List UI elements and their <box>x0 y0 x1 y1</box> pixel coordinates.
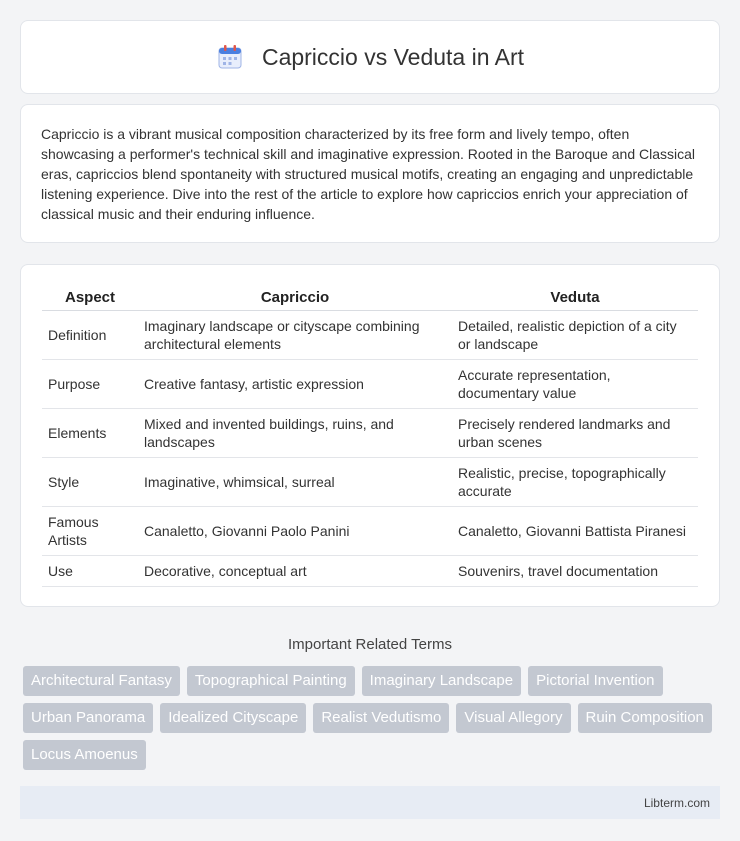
footer-site-link[interactable]: Libterm.com <box>643 795 710 810</box>
row-veduta: Souvenirs, travel documentation <box>452 556 698 587</box>
header-aspect: Aspect <box>42 285 138 311</box>
related-terms-list <box>20 666 720 770</box>
table-row <box>42 311 698 360</box>
term-tag[interactable]: Imaginary Landscape <box>362 666 521 696</box>
comparison-table <box>42 285 698 587</box>
term-tag[interactable]: Realist Vedutismo <box>313 703 449 733</box>
row-aspect: Famous Artists <box>42 507 138 556</box>
related-terms-title: Important Related Terms <box>288 636 452 653</box>
term-tag[interactable]: Locus Amoenus <box>23 740 146 770</box>
term-tag[interactable]: Idealized Cityscape <box>160 703 306 733</box>
table-row <box>42 409 698 458</box>
header-veduta: Veduta <box>452 285 698 311</box>
calendar-icon <box>216 43 244 71</box>
row-capriccio: Imaginary landscape or cityscape combining architectural elements <box>138 311 452 360</box>
term-tag[interactable]: Visual Allegory <box>456 703 570 733</box>
term-tag[interactable]: Topographical Painting <box>187 666 355 696</box>
row-veduta: Precisely rendered landmarks and urban scenes <box>452 409 698 458</box>
row-aspect: Use <box>42 556 138 587</box>
term-tag[interactable]: Pictorial Invention <box>528 666 662 696</box>
row-aspect: Purpose <box>42 360 138 409</box>
term-tag[interactable]: Architectural Fantasy <box>23 666 180 696</box>
page-title: Capriccio vs Veduta in Art <box>261 43 525 70</box>
table-row <box>42 360 698 409</box>
row-capriccio: Imaginative, whimsical, surreal <box>138 458 452 507</box>
table-row <box>42 556 698 587</box>
header-capriccio: Capriccio <box>138 285 452 311</box>
row-capriccio: Canaletto, Giovanni Paolo Panini <box>138 507 452 556</box>
comparison-card <box>20 264 720 607</box>
table-row <box>42 507 698 556</box>
row-veduta: Detailed, realistic depiction of a city or landscape <box>452 311 698 360</box>
table-row <box>42 458 698 507</box>
row-capriccio: Mixed and invented buildings, ruins, and landscapes <box>138 409 452 458</box>
footer <box>20 786 720 819</box>
row-veduta: Accurate representation, documentary value <box>452 360 698 409</box>
row-aspect: Elements <box>42 409 138 458</box>
row-aspect: Definition <box>42 311 138 360</box>
intro-card <box>20 104 720 243</box>
row-veduta: Realistic, precise, topographically accurate <box>452 458 698 507</box>
intro-text: Capriccio is a vibrant musical composition characterized by its free form and lively tempo, often showcasing a performer's technical skill and imaginative expression. Rooted in the Baroque and Classical eras, capriccios blend spontaneity with structured musical motifs, creating an engaging and unpredictable listening experience. Dive into the rest of the article to explore how capriccios enrich your appreciation of classical music and their enduring influence. <box>41 126 696 222</box>
row-capriccio: Decorative, conceptual art <box>138 556 452 587</box>
table-header-row <box>42 285 698 311</box>
row-aspect: Style <box>42 458 138 507</box>
row-veduta: Canaletto, Giovanni Battista Piranesi <box>452 507 698 556</box>
term-tag[interactable]: Ruin Composition <box>578 703 712 733</box>
term-tag[interactable]: Urban Panorama <box>23 703 153 733</box>
row-capriccio: Creative fantasy, artistic expression <box>138 360 452 409</box>
page-header <box>20 20 720 94</box>
